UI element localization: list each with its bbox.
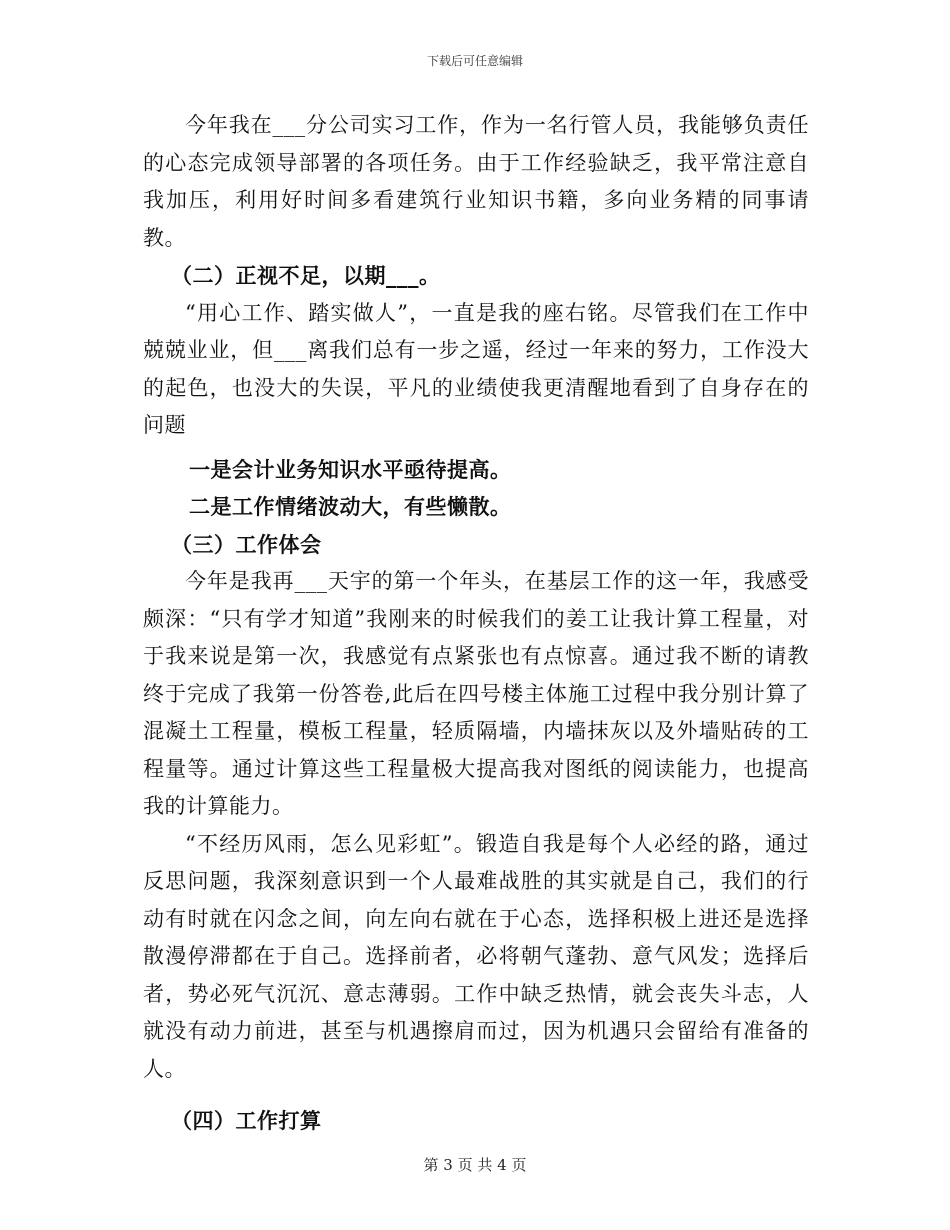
document-body	[143, 107, 809, 1140]
page-header: 下载后可任意编辑	[426, 54, 523, 68]
paragraph-motto: “用心工作、踏实做人”，一直是我的座右铭。尽管我们在工作中兢兢业业，但___离我们总有一步之遥，经过一年来的努力，工作没大的起色，也没大的失误，平凡的业绩使我更清醒地看到了自身存在的问题	[143, 300, 809, 437]
section-heading-3: （三）工作体会	[171, 531, 322, 557]
paragraph-experience: 今年是我再___天宇的第一个年头，在基层工作的这一年，我感受颇深：“只有学才知道”我刚来的时候我们的姜工让我计算工程量，对于我来说是第一次，我感觉有点紧张也有点惊喜。通过我不断的请教终于完成了我第一份答卷,此后在四号楼主体施工过程中我分别计算了混凝土工程量，模板工程量，轻质隔墙，内墙抹灰以及外墙贴砖的工程量等。通过计算这些工程量极大提高我对图纸的阅读能力，也提高我的计算能力。	[143, 569, 809, 818]
paragraph-reflection: “不经历风雨，怎么见彩虹”。锻造自我是每个人必经的路，通过反思问题，我深刻意识到一个人最难战胜的其实就是自己，我们的行动有时就在闪念之间，向左向右就在于心态，选择积极上进还是选择散漫停滞都在于自己。选择前者，必将朝气蓬勃、意气风发；选择后者，势必死气沉沉、意志薄弱。工作中缺乏热情，就会丧失斗志，人就没有动力前进，甚至与机遇擦肩而过，因为机遇只会留给有准备的人。	[143, 831, 809, 1081]
issue-item-1: 一是会计业务知识水平亟待提高。	[189, 456, 512, 482]
issue-item-2: 二是工作情绪波动大，有些懒散。	[189, 494, 512, 519]
section-heading-4: （四）工作打算	[171, 1108, 322, 1133]
section-heading-2: （二）正视不足，以期___。	[171, 263, 441, 288]
page-footer: 第 3 页 共 4 页	[423, 1156, 527, 1174]
paragraph-internship: 今年我在___分公司实习工作，作为一名行管人员，我能够负责任的心态完成领导部署的各项任务。由于工作经验缺乏，我平常注意自我加压，利用好时间多看建筑行业知识书籍，多向业务精的同事请教。	[143, 113, 809, 250]
